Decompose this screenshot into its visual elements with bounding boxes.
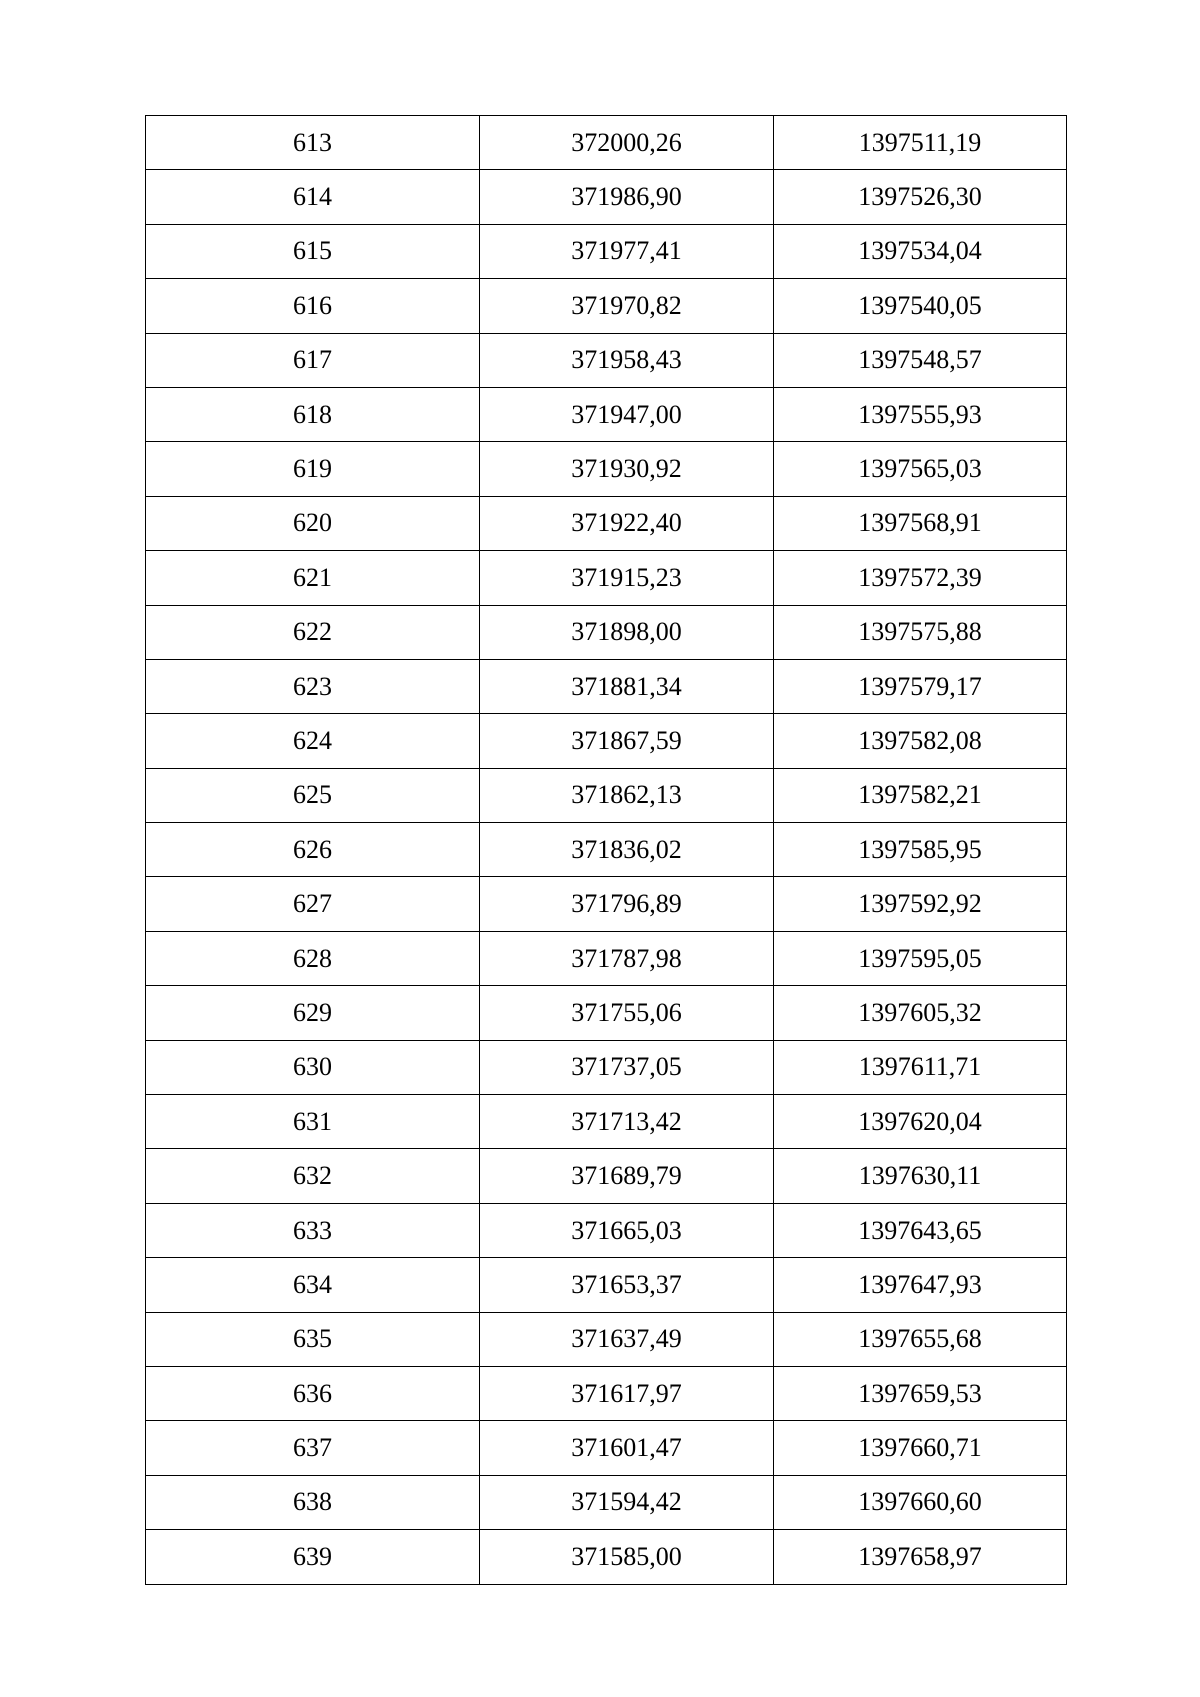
y-coordinate-cell: 1397592,92 (774, 877, 1067, 931)
y-coordinate-cell: 1397611,71 (774, 1040, 1067, 1094)
point-number-cell: 627 (146, 877, 480, 931)
point-number-cell: 632 (146, 1149, 480, 1203)
x-coordinate-cell: 371898,00 (480, 605, 774, 659)
point-number-cell: 620 (146, 496, 480, 550)
table-row (146, 1475, 1067, 1529)
table-row (146, 1095, 1067, 1149)
point-number-cell: 619 (146, 442, 480, 496)
point-number-cell: 629 (146, 986, 480, 1040)
table-row (146, 986, 1067, 1040)
coordinates-table-body (146, 116, 1067, 1585)
y-coordinate-cell: 1397511,19 (774, 116, 1067, 170)
x-coordinate-cell: 371713,42 (480, 1095, 774, 1149)
table-row (146, 877, 1067, 931)
table-row (146, 442, 1067, 496)
point-number-cell: 634 (146, 1258, 480, 1312)
point-number-cell: 628 (146, 931, 480, 985)
x-coordinate-cell: 371585,00 (480, 1530, 774, 1584)
table-row (146, 1149, 1067, 1203)
table-row (146, 496, 1067, 550)
y-coordinate-cell: 1397659,53 (774, 1366, 1067, 1420)
y-coordinate-cell: 1397575,88 (774, 605, 1067, 659)
x-coordinate-cell: 371653,37 (480, 1258, 774, 1312)
x-coordinate-cell: 371601,47 (480, 1421, 774, 1475)
point-number-cell: 638 (146, 1475, 480, 1529)
table-row (146, 1366, 1067, 1420)
point-number-cell: 617 (146, 333, 480, 387)
point-number-cell: 618 (146, 387, 480, 441)
y-coordinate-cell: 1397605,32 (774, 986, 1067, 1040)
table-row (146, 116, 1067, 170)
coordinates-table (145, 115, 1067, 1585)
x-coordinate-cell: 371958,43 (480, 333, 774, 387)
x-coordinate-cell: 371915,23 (480, 551, 774, 605)
point-number-cell: 621 (146, 551, 480, 605)
x-coordinate-cell: 371867,59 (480, 714, 774, 768)
y-coordinate-cell: 1397620,04 (774, 1095, 1067, 1149)
y-coordinate-cell: 1397643,65 (774, 1203, 1067, 1257)
point-number-cell: 614 (146, 170, 480, 224)
y-coordinate-cell: 1397572,39 (774, 551, 1067, 605)
point-number-cell: 625 (146, 768, 480, 822)
y-coordinate-cell: 1397579,17 (774, 659, 1067, 713)
x-coordinate-cell: 371617,97 (480, 1366, 774, 1420)
point-number-cell: 636 (146, 1366, 480, 1420)
y-coordinate-cell: 1397658,97 (774, 1530, 1067, 1584)
point-number-cell: 630 (146, 1040, 480, 1094)
y-coordinate-cell: 1397548,57 (774, 333, 1067, 387)
table-row (146, 714, 1067, 768)
table-row (146, 279, 1067, 333)
table-row (146, 605, 1067, 659)
x-coordinate-cell: 371862,13 (480, 768, 774, 822)
table-row (146, 1312, 1067, 1366)
y-coordinate-cell: 1397540,05 (774, 279, 1067, 333)
point-number-cell: 624 (146, 714, 480, 768)
x-coordinate-cell: 371594,42 (480, 1475, 774, 1529)
point-number-cell: 626 (146, 823, 480, 877)
table-row (146, 1530, 1067, 1584)
point-number-cell: 635 (146, 1312, 480, 1366)
table-row (146, 1203, 1067, 1257)
x-coordinate-cell: 371947,00 (480, 387, 774, 441)
x-coordinate-cell: 371637,49 (480, 1312, 774, 1366)
point-number-cell: 637 (146, 1421, 480, 1475)
table-row (146, 333, 1067, 387)
point-number-cell: 615 (146, 224, 480, 278)
x-coordinate-cell: 371881,34 (480, 659, 774, 713)
x-coordinate-cell: 371930,92 (480, 442, 774, 496)
y-coordinate-cell: 1397660,71 (774, 1421, 1067, 1475)
y-coordinate-cell: 1397565,03 (774, 442, 1067, 496)
point-number-cell: 623 (146, 659, 480, 713)
table-row (146, 170, 1067, 224)
point-number-cell: 616 (146, 279, 480, 333)
table-row (146, 823, 1067, 877)
y-coordinate-cell: 1397660,60 (774, 1475, 1067, 1529)
x-coordinate-cell: 371689,79 (480, 1149, 774, 1203)
point-number-cell: 631 (146, 1095, 480, 1149)
y-coordinate-cell: 1397568,91 (774, 496, 1067, 550)
table-row (146, 768, 1067, 822)
table-row (146, 1258, 1067, 1312)
table-row (146, 551, 1067, 605)
x-coordinate-cell: 371737,05 (480, 1040, 774, 1094)
x-coordinate-cell: 371755,06 (480, 986, 774, 1040)
x-coordinate-cell: 372000,26 (480, 116, 774, 170)
point-number-cell: 633 (146, 1203, 480, 1257)
table-row (146, 1040, 1067, 1094)
x-coordinate-cell: 371986,90 (480, 170, 774, 224)
y-coordinate-cell: 1397655,68 (774, 1312, 1067, 1366)
table-row (146, 659, 1067, 713)
table-row (146, 387, 1067, 441)
y-coordinate-cell: 1397526,30 (774, 170, 1067, 224)
x-coordinate-cell: 371922,40 (480, 496, 774, 550)
x-coordinate-cell: 371970,82 (480, 279, 774, 333)
y-coordinate-cell: 1397595,05 (774, 931, 1067, 985)
table-row (146, 1421, 1067, 1475)
y-coordinate-cell: 1397630,11 (774, 1149, 1067, 1203)
y-coordinate-cell: 1397585,95 (774, 823, 1067, 877)
y-coordinate-cell: 1397582,21 (774, 768, 1067, 822)
y-coordinate-cell: 1397534,04 (774, 224, 1067, 278)
y-coordinate-cell: 1397582,08 (774, 714, 1067, 768)
x-coordinate-cell: 371787,98 (480, 931, 774, 985)
point-number-cell: 622 (146, 605, 480, 659)
x-coordinate-cell: 371796,89 (480, 877, 774, 931)
point-number-cell: 613 (146, 116, 480, 170)
x-coordinate-cell: 371977,41 (480, 224, 774, 278)
table-row (146, 224, 1067, 278)
table-row (146, 931, 1067, 985)
x-coordinate-cell: 371665,03 (480, 1203, 774, 1257)
x-coordinate-cell: 371836,02 (480, 823, 774, 877)
point-number-cell: 639 (146, 1530, 480, 1584)
y-coordinate-cell: 1397647,93 (774, 1258, 1067, 1312)
y-coordinate-cell: 1397555,93 (774, 387, 1067, 441)
